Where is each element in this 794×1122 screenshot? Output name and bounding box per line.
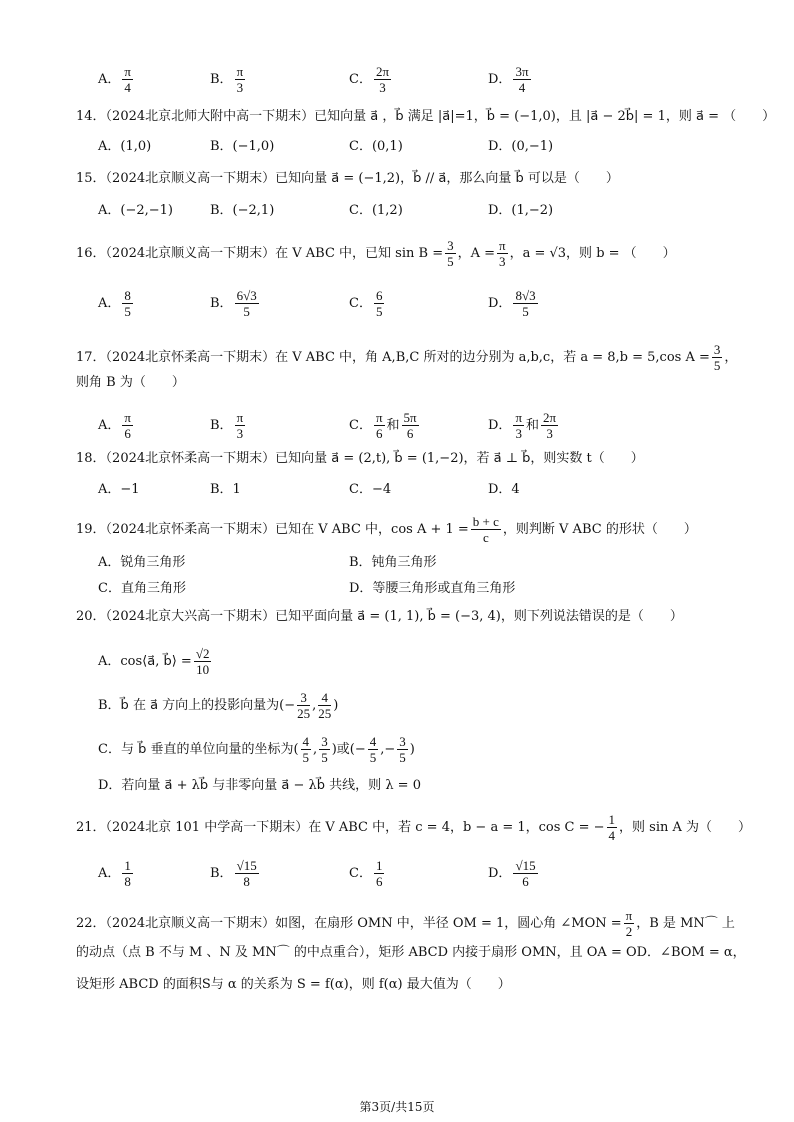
q17-option-b: B． $\frac{\pi}{3}$ [210, 410, 244, 441]
q18-option-c: C．−4 [349, 482, 392, 497]
q16-option-d: D． $\frac{8√3}{5}$ [488, 288, 536, 319]
page-footer: 第3页/共15页 [359, 1100, 435, 1114]
q13-option-a [98, 64, 135, 95]
q16-stem: 16．（2024北京顺义高一下期末）在 V ABC 中，已知 sin B = $\frac{3}{5}$ ，A = $\frac{\pi}{3}$ ，a = √3，则 b = （ ） [76, 238, 676, 269]
q14-stem: 14．（2024北京北师大附中高一下期末）已知向量 a⃗ ，b⃗ 满足 |a⃗|=1，b⃗ = (−1,0)，且 |a⃗ − 2b⃗| = 1，则 a⃗ = （ ） [76, 109, 776, 124]
q19-option-a: A．锐角三角形 [98, 555, 186, 570]
q19-option-d: D．等腰三角形或直角三角形 [349, 581, 516, 596]
q21-stem: 21．（2024北京 101 中学高一下期末）在 V ABC 中，若 c = 4，b − a = 1，cos C = − $\frac{1}{4}$ ，则 sin A 为（ ） [76, 812, 752, 843]
q19-option-c: C．直角三角形 [98, 581, 186, 596]
q21-option-c: C． $\frac{1}{6}$ [349, 858, 383, 889]
q14-option-a: A．(1,0) [98, 139, 152, 154]
q15-option-c: C．(1,2) [349, 203, 403, 218]
q15-option-b: B．(−2,1) [210, 203, 275, 218]
q17-stem: 17．（2024北京怀柔高一下期末）在 V ABC 中，角 A,B,C 所对的边分别为 a,b,c，若 a = 8,b = 5,cos A = $\frac{3}{5}$ ， [76, 342, 738, 373]
fraction: $\frac{\pi}{3}$ [236, 64, 244, 95]
fraction: $\frac{3}{5}$ [447, 238, 454, 269]
q15-option-d: D．(1,−2) [488, 203, 554, 218]
q14-option-c: C．(0,1) [349, 139, 403, 154]
q22-stem-line2: 的动点（点 B 不与 M 、N 及 MN⌒ 的中点重合），矩形 ABCD 内接于扇形 OMN，且 OA = OD．∠BOM = α， [76, 945, 746, 960]
q14-option-b: B．(−1,0) [210, 139, 275, 154]
q19-option-b: B．钝角三角形 [349, 555, 437, 570]
q20-stem: 20．（2024北京大兴高一下期末）已知平面向量 a⃗ = (1, 1), b⃗ = (−3, 4)，则下列说法错误的是（ ） [76, 609, 683, 624]
q16-option-b: B． $\frac{6√3}{5}$ [210, 288, 257, 319]
q17-option-d: D． $\frac{\pi}{3}$ 和 $\frac{2\pi}{3}$ [488, 410, 557, 441]
q18-stem: 18．（2024北京怀柔高一下期末）已知向量 a⃗ = (2,t), b⃗ = (1,−2)，若 a⃗ ⊥ b⃗，则实数 t（ ） [76, 451, 644, 466]
q18-option-d: D．4 [488, 482, 520, 497]
q13-option-c: C． $\frac{2\pi}{3}$ [349, 64, 390, 95]
q19-stem: 19．（2024北京怀柔高一下期末）已知在 V ABC 中，cos A + 1 = $\frac{b + c}{c}$ ，则判断 V ABC 的形状（ ） [76, 514, 697, 545]
q21-option-b: B． $\frac{√15}{8}$ [210, 858, 257, 889]
q17-stem-line2: 则角 B 为（ ） [76, 375, 185, 390]
fraction: $\frac{3\pi}{4}$ [515, 64, 529, 95]
q20-option-c: C．与 b⃗ 垂直的单位向量的坐标为( $\frac{4}{5}$ , $\frac{3}{5}$ )或(− $\frac{4}{5}$ ,− $\frac{3}{5}$ ) [98, 734, 415, 765]
option-label: A． [98, 72, 121, 87]
q20-option-d: D．若向量 a⃗ + λb⃗ 与非零向量 a⃗ − λb⃗ 共线，则 λ = 0 [98, 778, 421, 793]
q21-option-a: A． $\frac{1}{8}$ [98, 858, 131, 889]
q16-option-c: C． $\frac{6}{5}$ [349, 288, 383, 319]
q13-option-b: B． $\frac{\pi}{3}$ [210, 64, 244, 95]
q20-option-b: B．b⃗ 在 a⃗ 方向上的投影向量为(− $\frac{3}{25}$ , $\frac{4}{25}$ ) [98, 690, 339, 721]
q18-option-a: A．−1 [98, 482, 140, 497]
fraction: $\frac{\pi}{3}$ [499, 238, 506, 269]
q20-option-a: A．cos⟨a⃗, b⃗⟩ = $\frac{√2}{10}$ [98, 646, 210, 677]
q22-stem-line1: 22．（2024北京顺义高一下期末）如图，在扇形 OMN 中，半径 OM = 1，圆心角 ∠MON = $\frac{\pi}{2}$ ，B 是 MN⌒ 上 [76, 908, 735, 939]
q15-stem: 15．（2024北京顺义高一下期末）已知向量 a⃗ = (−1,2)，b⃗ // a⃗，那么向量 b⃗ 可以是（ ） [76, 171, 619, 186]
q15-option-a: A．(−2,−1) [98, 203, 173, 218]
fraction: $\frac{\pi}{4}$ [124, 64, 131, 95]
q22-stem-line3: 设矩形 ABCD 的面积S与 α 的关系为 S = f(α)，则 f(α) 最大值为（ ） [76, 977, 511, 992]
q21-option-d: D． $\frac{√15}{6}$ [488, 858, 536, 889]
q13-option-d: D． $\frac{3\pi}{4}$ [488, 64, 529, 95]
q16-option-a: A． $\frac{8}{5}$ [98, 288, 131, 319]
q17-option-a: A． $\frac{\pi}{6}$ [98, 410, 131, 441]
q17-option-c: C． $\frac{\pi}{6}$ 和 $\frac{5\pi}{6}$ [349, 410, 417, 441]
q14-option-d: D．(0,−1) [488, 139, 554, 154]
q18-option-b: B．1 [210, 482, 241, 497]
fraction: $\frac{2\pi}{3}$ [375, 64, 390, 95]
